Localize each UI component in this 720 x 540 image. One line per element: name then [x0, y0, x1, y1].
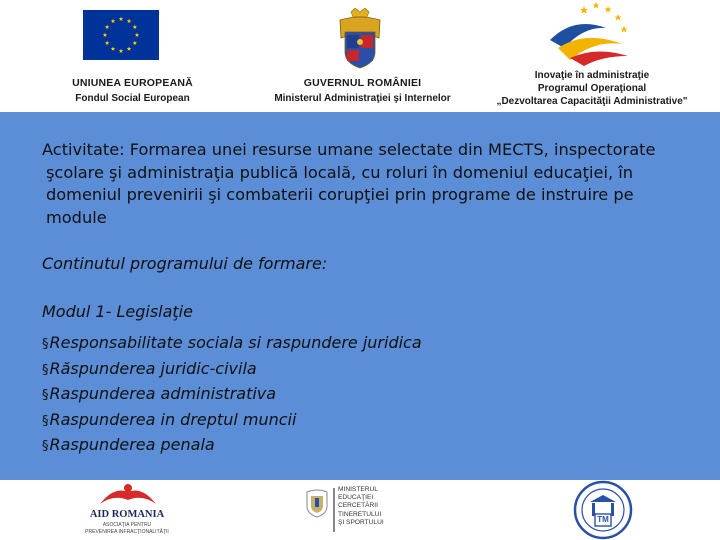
module-heading: Modul 1- Legislaţie	[42, 302, 193, 321]
ministry-logo	[306, 486, 386, 538]
aid-romania-name: AID ROMANIA	[89, 509, 165, 520]
module-topic-list	[42, 331, 422, 459]
bullet-icon: §	[42, 388, 49, 403]
list-item	[42, 408, 422, 434]
tm-seal-text: TM	[597, 515, 609, 524]
eu-logo-block	[60, 0, 205, 112]
list-item	[42, 382, 422, 408]
aid-romania-emblem-icon	[98, 482, 158, 508]
activity-line: module	[46, 207, 107, 227]
content-panel	[0, 112, 720, 480]
list-item-text: Raspunderea penala	[49, 435, 215, 454]
ministry-name-line: ŞI SPORTULUI	[338, 518, 384, 526]
list-item-text: Responsabilitate sociala si raspundere juridica	[49, 333, 422, 352]
tm-seal-icon	[572, 480, 634, 540]
romania-coat-of-arms-icon	[337, 8, 383, 70]
logo-footer	[0, 480, 720, 540]
list-item-text: Raspunderea administrativa	[49, 384, 277, 403]
program-caption-line1: Inovaţie în administraţie	[534, 70, 650, 81]
activity-line: şcolare şi administraţia publică locală, cu roluri în domeniul educaţiei, în	[46, 162, 634, 182]
logo-header	[0, 0, 720, 112]
gov-caption-title: GUVERNUL ROMÂNIEI	[303, 77, 422, 89]
aid-romania-logo	[72, 480, 182, 540]
ministry-crest-icon	[306, 488, 328, 518]
ministry-name-line: CERCETĂRII	[338, 502, 378, 510]
tm-seal-logo	[572, 480, 634, 540]
program-content-heading: Continutul programului de formare:	[42, 254, 328, 273]
list-item	[42, 331, 422, 357]
eu-flag-icon	[83, 10, 159, 60]
ministry-name-line: TINERETULUI	[338, 510, 382, 518]
gov-caption-subtitle: Ministerul Administraţiei şi Internelor	[274, 93, 451, 104]
program-caption-line3: „Dezvoltarea Capacităţii Administrative"	[496, 96, 688, 107]
program-logo-block	[482, 0, 702, 112]
eu-caption-subtitle: Fondul Social European	[75, 93, 190, 104]
list-item	[42, 433, 422, 459]
list-item	[42, 357, 422, 383]
list-item-text: Raspunderea in dreptul muncii	[49, 409, 297, 429]
ministry-name-line: EDUCAŢIEI	[338, 494, 374, 502]
eu-caption-title: UNIUNEA EUROPEANĂ	[72, 77, 193, 89]
aid-romania-subtitle-2: PREVENIREA INFRACŢIONALITĂŢII	[85, 529, 169, 535]
aid-romania-subtitle-1: ASOCIAŢIA PENTRU	[102, 522, 152, 528]
list-item-text: Răspunderea juridic-civila	[49, 358, 257, 378]
gov-logo-block	[255, 0, 470, 112]
bullet-icon: §	[42, 362, 49, 378]
activity-line: Activitate: Formarea unei resurse umane selectate din MECTS, inspectorate	[42, 140, 656, 159]
bullet-icon: §	[42, 337, 49, 352]
bullet-icon: §	[42, 413, 49, 429]
ministry-divider	[333, 488, 335, 532]
ministry-name	[338, 486, 384, 527]
activity-line: domeniul prevenirii şi combaterii corupţiei prin programe de instruire pe	[46, 185, 634, 204]
program-caption-line2: Programul Operaţional	[537, 83, 647, 94]
activity-description	[42, 139, 702, 229]
ministry-name-line: MINISTERUL	[338, 486, 378, 493]
program-swoosh-logo-icon	[544, 0, 634, 66]
bullet-icon: §	[42, 439, 49, 454]
